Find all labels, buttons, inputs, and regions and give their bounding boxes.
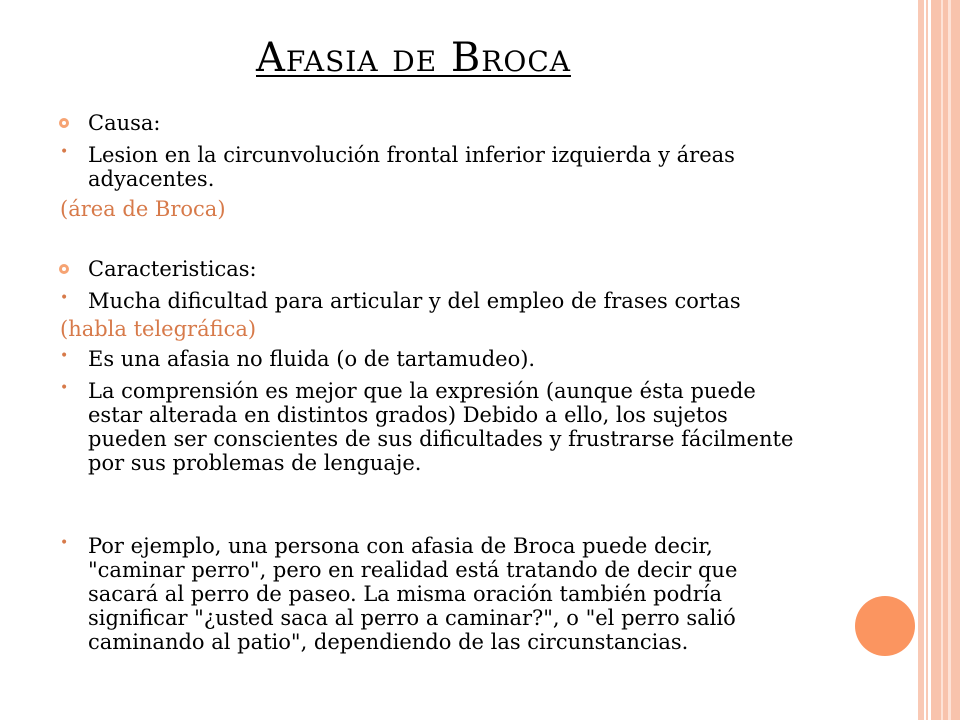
ejemplo-line: "caminar perro", pero en realidad está tratando de decir que [88, 558, 738, 582]
heading-caracteristicas: Caracteristicas: [88, 257, 257, 281]
dot-bullet-icon: • [60, 290, 69, 306]
heading-causa: Causa: [88, 111, 161, 135]
comprension-line: por sus problemas de lenguaje. [88, 451, 422, 475]
comprension-line: La comprensión es mejor que la expresión (aunque ésta puede [88, 379, 756, 403]
ejemplo-line: Por ejemplo, una persona con afasia de Broca puede decir, [88, 534, 713, 558]
comprension-line: estar alterada en distintos grados) Debido a ello, los sujetos [88, 403, 728, 427]
decorative-stripe [931, 0, 960, 720]
slide-title: Afasia de Broca [256, 35, 571, 81]
decorative-stripe [948, 0, 951, 720]
dot-bullet-icon: • [60, 535, 69, 551]
dot-bullet-icon: • [60, 348, 69, 364]
dificultad-text: Mucha dificultad para articular y del empleo de frases cortas [88, 289, 741, 313]
comprension-line: pueden ser conscientes de sus dificultades y frustrarse fácilmente [88, 427, 794, 451]
circle-bullet-icon [59, 118, 69, 128]
circle-bullet-icon [59, 264, 69, 274]
ejemplo-line: significar "¿usted saca al perro a caminar?", o "el perro salió [88, 606, 736, 630]
dot-bullet-icon: • [60, 144, 69, 160]
decorative-stripe [941, 0, 943, 720]
ejemplo-line: sacará al perro de paseo. La misma oración también podría [88, 582, 722, 606]
ejemplo-line: caminando al patio", dependiendo de las circunstancias. [88, 630, 689, 654]
dificultad-note: (habla telegráfica) [60, 317, 257, 341]
dot-bullet-icon: • [60, 380, 69, 396]
causa-text-line: Lesion en la circunvolución frontal inferior izquierda y áreas [88, 143, 735, 167]
causa-note: (área de Broca) [60, 197, 226, 221]
causa-text-line: adyacentes. [88, 167, 215, 191]
no-fluida-text: Es una afasia no fluida (o de tartamudeo). [88, 347, 536, 371]
decorative-stripe [926, 0, 928, 720]
decorative-stripe [918, 0, 924, 720]
